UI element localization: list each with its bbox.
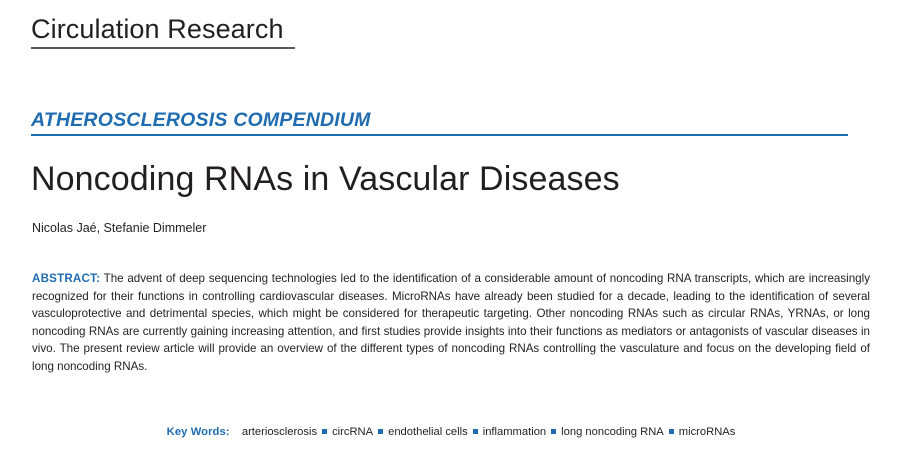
keyword-item[interactable]: circRNA (332, 426, 374, 438)
journal-masthead (31, 12, 871, 49)
compendium-label: ATHEROSCLEROSIS COMPENDIUM (31, 109, 371, 131)
author-list: Nicolas Jaé, Stefanie Dimmeler (32, 221, 207, 235)
keyword-item[interactable]: long noncoding RNA (561, 426, 664, 438)
journal-name: Circulation Research (31, 14, 284, 44)
keywords-label: Key Words: (166, 426, 230, 438)
section-header (31, 108, 848, 136)
keyword-item[interactable]: endothelial cells (388, 426, 468, 438)
keywords-block (32, 424, 870, 440)
keyword-separator-icon (378, 429, 383, 434)
keyword-separator-icon (322, 429, 327, 434)
keyword-separator-icon (551, 429, 556, 434)
keywords-list (242, 426, 735, 438)
abstract-label: ABSTRACT: (32, 272, 101, 285)
abstract-block (32, 270, 870, 376)
masthead-divider (31, 47, 295, 49)
page-title: Noncoding RNAs in Vascular Diseases (31, 160, 620, 198)
section-divider (31, 134, 848, 136)
abstract-text: The advent of deep sequencing technologies led to the identification of a considerable amount of noncoding RNA transcripts, which are increasingly recognized for their functions in controlling cardiovascular diseases. MicroRNAs have already been studied for a decade, leading to the identification of several vasculoprotective and detrimental species, which might be considered for therapeutic targeting. Other noncoding RNAs such as circular RNAs, YRNAs, or long noncoding RNAs are currently gaining increasing attention, and first studies provide insights into their functions as mediators or antagonists of vascular diseases in vivo. The present review article will provide an overview of the different types of noncoding RNAs controlling the vasculature and focus on the developing field of long noncoding RNAs. (32, 272, 870, 373)
keyword-separator-icon (473, 429, 478, 434)
keyword-item[interactable]: inflammation (482, 426, 547, 438)
keyword-item[interactable]: microRNAs (678, 426, 736, 438)
keyword-separator-icon (669, 429, 674, 434)
keyword-item[interactable]: arteriosclerosis (241, 426, 318, 438)
